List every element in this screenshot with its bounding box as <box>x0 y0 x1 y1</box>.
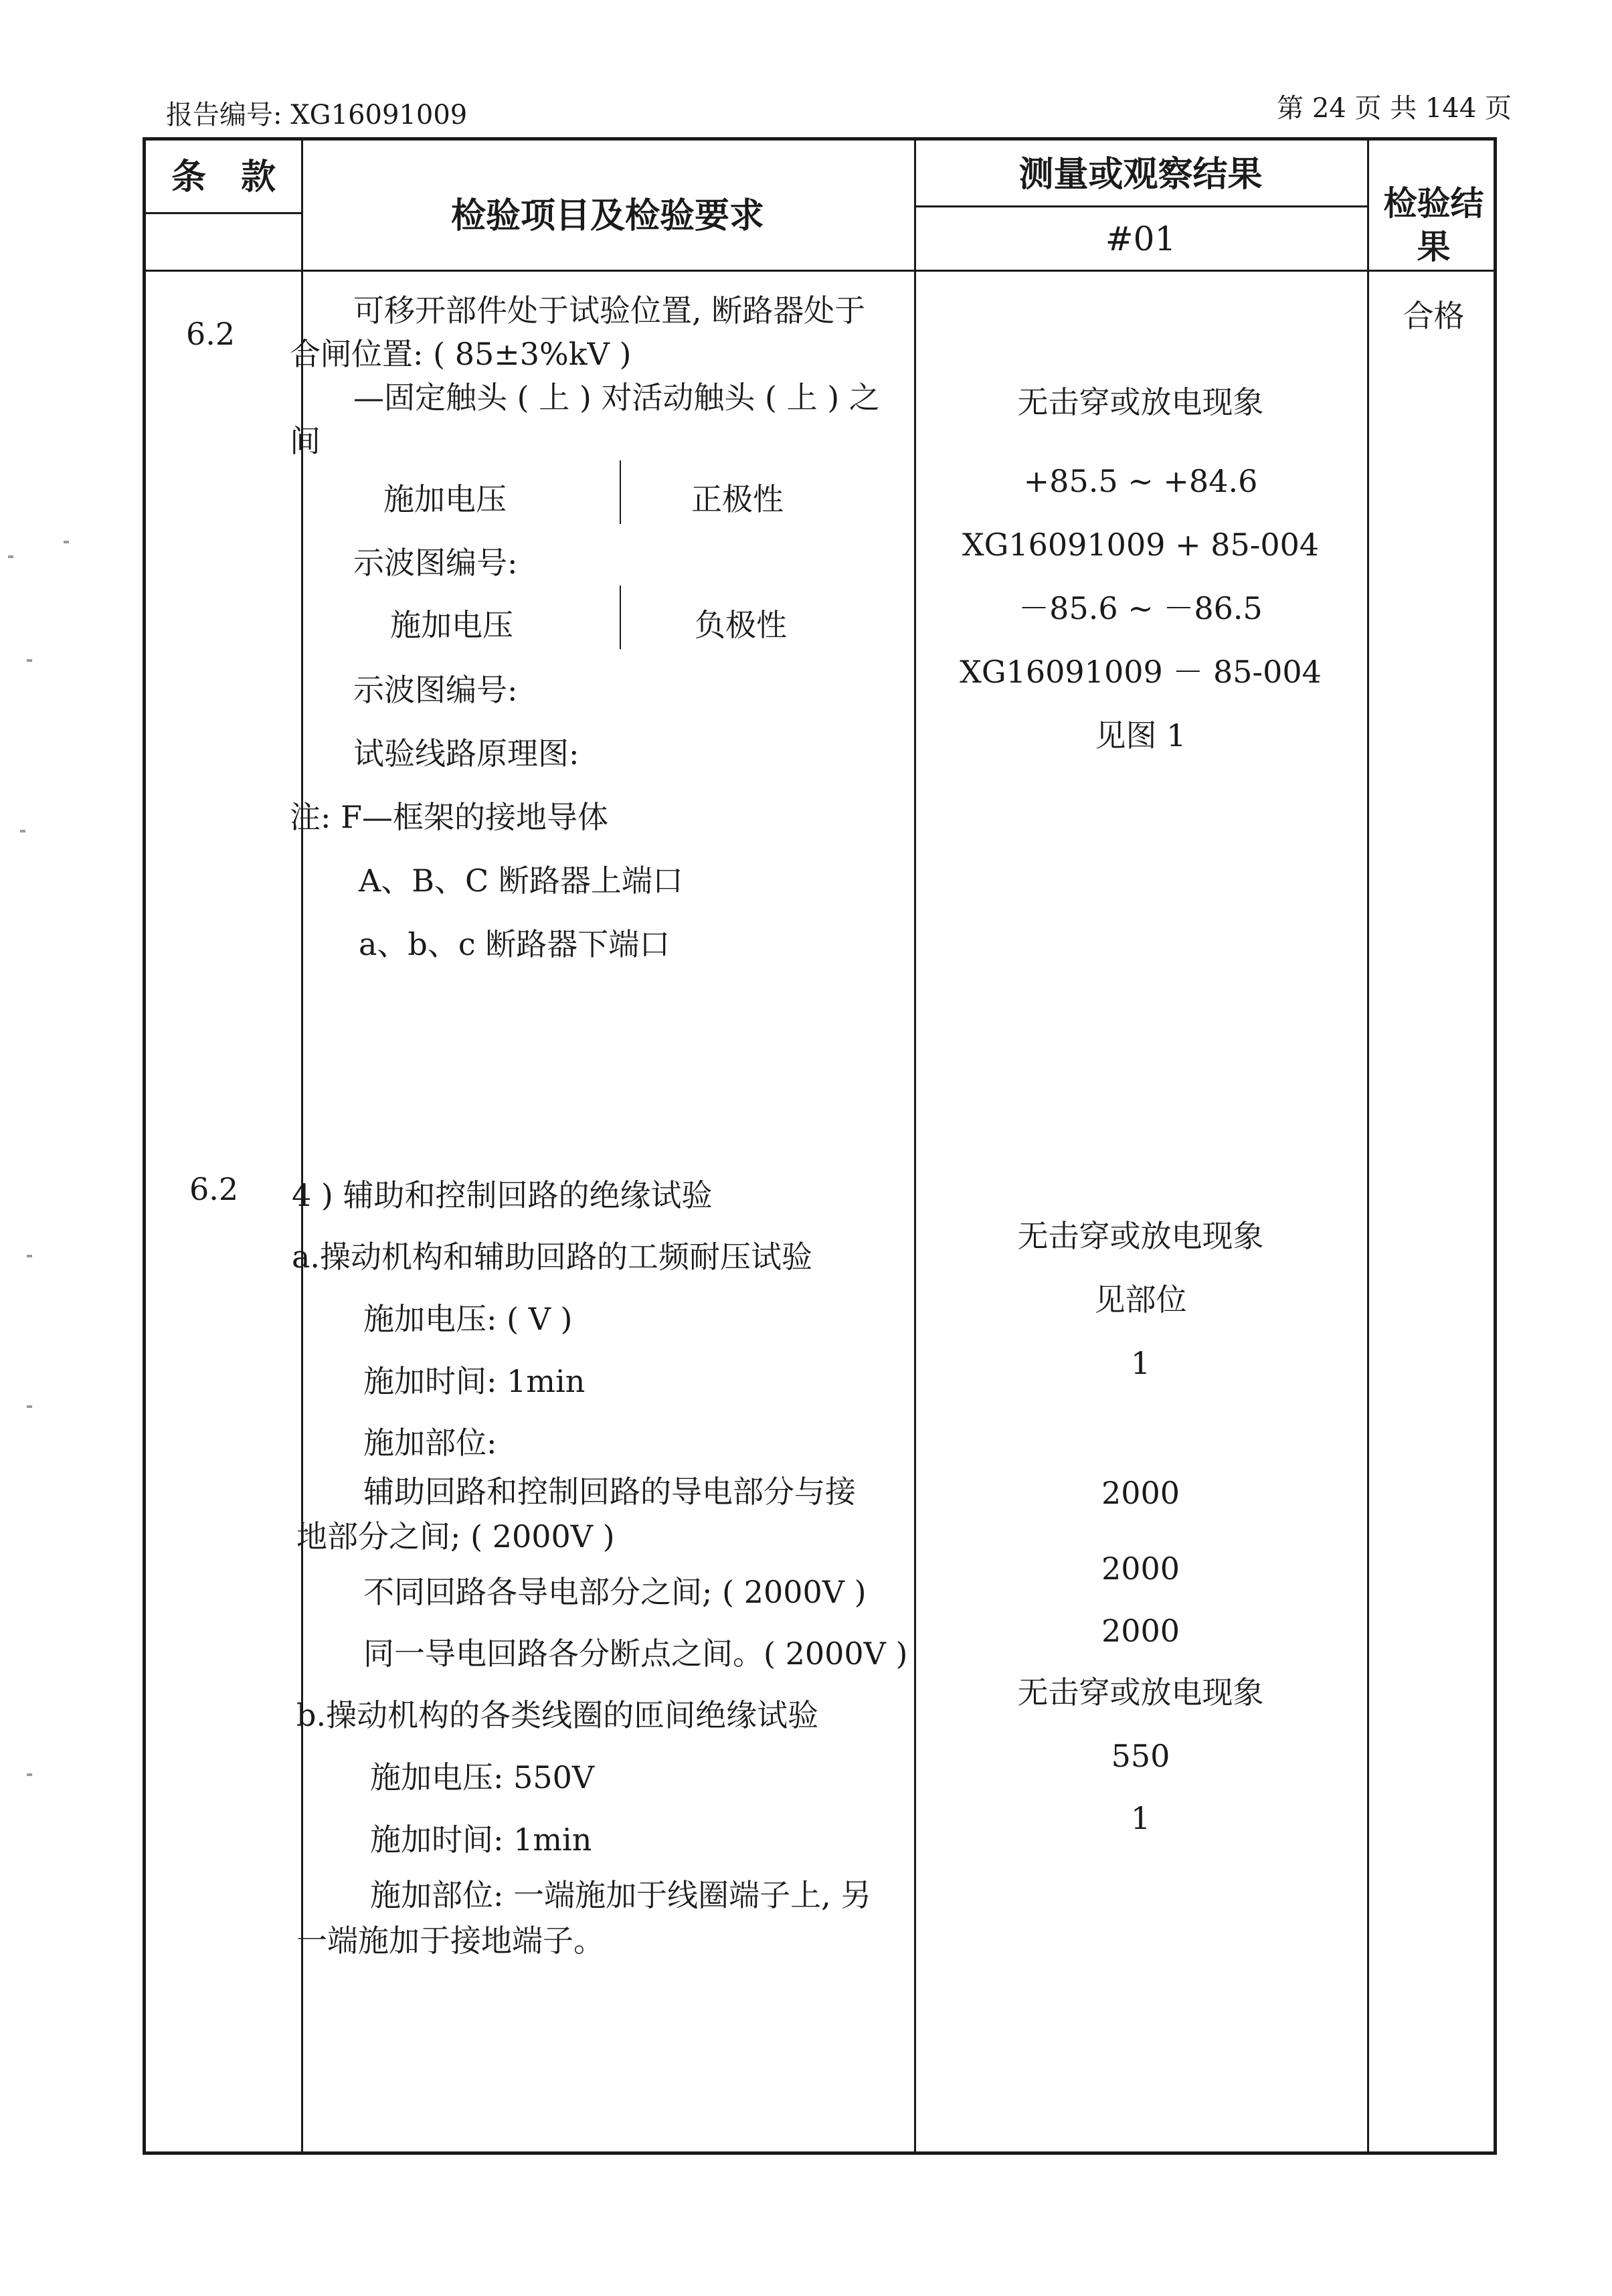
note-line: A、B、C 断路器上端口 <box>359 863 683 899</box>
measure-value: +85.5 ~ +84.6 <box>1023 463 1258 499</box>
item-line: 施加时间: 1min <box>370 1822 592 1858</box>
header-divider <box>914 205 1367 207</box>
item-line: b.操动机构的各类线圈的匝间绝缘试验 <box>296 1697 819 1733</box>
scan-speck <box>27 1405 32 1408</box>
note-line: a、b、c 断路器下端口 <box>359 926 670 962</box>
item-line: 地部分之间; ( 2000V ) <box>296 1518 615 1555</box>
measure-header: 测量或观察结果 <box>1018 155 1263 195</box>
measure-value: 1 <box>1130 1345 1151 1381</box>
polarity-label: 正极性 <box>691 481 784 517</box>
scan-speck <box>27 659 32 662</box>
col-divider <box>914 141 916 2151</box>
sample-header: #01 <box>1105 219 1176 258</box>
item-line: 可移开部件处于试验位置, 断路器处于 <box>353 292 866 329</box>
polarity-label: 负极性 <box>695 607 787 643</box>
measure-value: XG16091009 + 85-004 <box>962 527 1320 563</box>
apply-voltage-label: 施加电压 <box>390 607 513 643</box>
item-line: 同一导电回路各分断点之间。( 2000V ) <box>363 1636 908 1672</box>
measure-value: XG16091009 － 85-004 <box>960 654 1322 690</box>
item-line: 辅助回路和控制回路的导电部分与接 <box>363 1474 856 1510</box>
circuit-diagram-label: 试验线路原理图: <box>353 735 579 772</box>
measure-value: 2000 <box>1101 1475 1180 1511</box>
oscillogram-label: 示波图编号: <box>353 672 518 708</box>
item-header: 检验项目及检验要求 <box>450 196 764 236</box>
oscillogram-label: 示波图编号: <box>353 545 518 581</box>
measure-value: －85.6 ~ －86.5 <box>1018 590 1263 626</box>
item-line: 施加时间: 1min <box>363 1363 586 1399</box>
measure-value: 无击穿或放电现象 <box>1017 1218 1264 1254</box>
col-divider <box>1367 141 1369 2151</box>
header-bottom-line <box>146 270 1494 272</box>
item-line: 不同回路各导电部分之间; ( 2000V ) <box>363 1574 867 1610</box>
item-line: 一端施加于接地端子。 <box>296 1923 604 1959</box>
clause-header: 条 款 <box>171 157 276 197</box>
report-number: 报告编号: XG16091009 <box>166 100 468 130</box>
item-line: 施加电压: 550V <box>370 1759 595 1795</box>
scan-speck <box>27 1773 32 1776</box>
measure-value: 无击穿或放电现象 <box>1017 1674 1264 1710</box>
result-value: 合格 <box>1403 298 1465 334</box>
note-line: 注: F—框架的接地导体 <box>290 799 609 835</box>
item-line: a.操动机构和辅助回路的工频耐压试验 <box>292 1239 813 1275</box>
measure-value: 1 <box>1130 1800 1151 1836</box>
measure-value: 2000 <box>1101 1551 1180 1587</box>
scan-speck <box>64 541 69 543</box>
item-line: 施加电压: ( V ) <box>363 1301 573 1337</box>
item-line: 4 ) 辅助和控制回路的绝缘试验 <box>292 1177 713 1213</box>
apply-voltage-label: 施加电压 <box>383 481 507 517</box>
scan-speck <box>8 555 13 558</box>
item-line: 施加部位: <box>363 1425 497 1461</box>
separator-line <box>620 586 621 649</box>
clause-number: 6.2 <box>189 1171 239 1207</box>
item-line: 合闸位置: ( 85±3%kV ) <box>290 336 632 372</box>
separator-line <box>620 460 621 524</box>
result-header: 检验结果 <box>1383 184 1484 266</box>
page-indicator: 第 24 页 共 144 页 <box>1277 93 1512 124</box>
scan-speck <box>20 830 25 832</box>
measure-value: 无击穿或放电现象 <box>1017 384 1264 420</box>
inspection-table <box>143 137 1497 2155</box>
header-divider <box>146 212 301 214</box>
item-line: 施加部位: 一端施加于线圈端子上, 另 <box>370 1877 872 1913</box>
measure-value: 见图 1 <box>1095 717 1186 754</box>
measure-value: 550 <box>1111 1738 1170 1774</box>
scan-speck <box>27 1255 32 1257</box>
measure-value: 2000 <box>1101 1613 1180 1649</box>
item-line: —固定触头 ( 上 ) 对活动触头 ( 上 ) 之 <box>353 379 880 416</box>
item-line: 间 <box>290 423 321 459</box>
measure-value: 见部位 <box>1094 1282 1187 1318</box>
clause-number: 6.2 <box>186 316 236 352</box>
